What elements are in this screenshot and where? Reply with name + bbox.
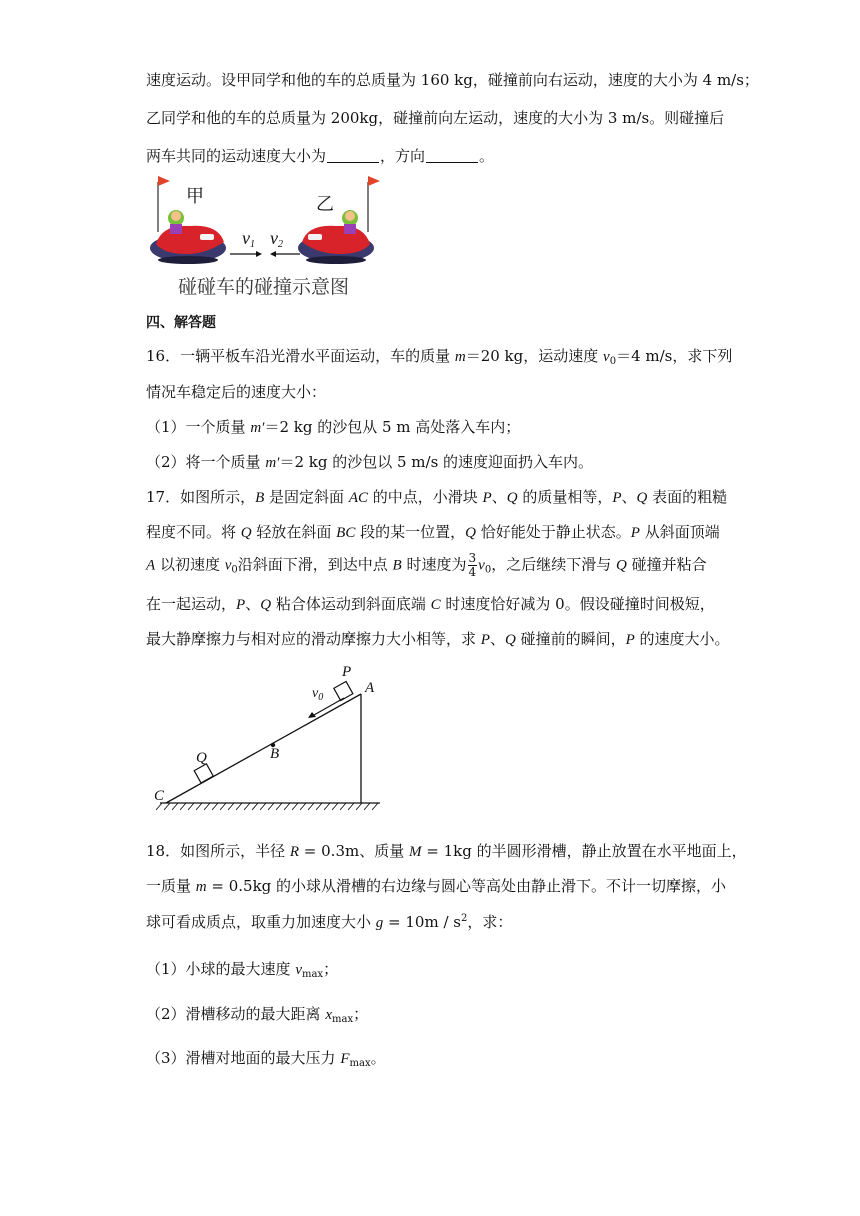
right-bumper-car (298, 210, 374, 264)
answer-blank-speed (327, 161, 379, 163)
q15-text-line-3: 两车共同的运动速度大小为 ，方向 。 (146, 147, 495, 165)
label-c: C (154, 788, 165, 804)
v1-arrow-head (256, 251, 262, 257)
incline-diagram (146, 664, 386, 812)
left-flag (158, 176, 170, 186)
right-flag (368, 176, 380, 186)
q17-text-line-2: 程度不同。将 Q 轻放在斜面 BC 段的某一位置，Q 恰好能处于静止状态。P 从斜面顶端 (146, 523, 720, 541)
fraction-three-quarters: $\frac{3}{4}$ (468, 551, 477, 579)
q17-text-line-5: 最大静摩擦力与相对应的滑动摩擦力大小相等，求 P、Q 碰撞前的瞬间，P 的速度大小。 (146, 630, 730, 648)
incline-figure (146, 664, 386, 812)
q16-part-1: （1）一个质量 m′＝2 kg 的沙包从 5 m 高处落入车内； (146, 418, 521, 436)
label-p: P (342, 664, 352, 680)
left-bumper-car (150, 210, 226, 264)
q18-part-3: （3）滑槽对地面的最大压力 $F_{max}$。 (146, 1049, 386, 1069)
bumper-car-figure (146, 172, 386, 300)
car-left-label: 甲 (186, 186, 204, 207)
v2-label: $v_2$ (270, 228, 283, 250)
block-p (334, 681, 353, 700)
q15-text-line-1: 速度运动。设甲同学和他的车的总质量为 160 kg，碰撞前向右运动，速度的大小为 4 m/s； (146, 71, 759, 89)
q17-text-line-4: 在一起运动，P、Q 粘合体运动到斜面底端 C 时速度恰好减为 0。假设碰撞时间极短， (146, 595, 715, 613)
q16-part-2: （2）将一个质量 m′＝2 kg 的沙包以 5 m/s 的速度迎面扔入车内。 (146, 453, 594, 471)
v1-label: $v_1$ (242, 228, 255, 250)
q18-part-2: （2）滑槽移动的最大距离 $x_{max}$； (146, 1005, 369, 1025)
bumper-figure-caption: 碰碰车的碰撞示意图 (178, 276, 350, 298)
q17-text-line-1: 17．如图所示，B 是固定斜面 AC 的中点，小滑块 P、Q 的质量相等，P、Q 表面的粗糙 (146, 488, 728, 506)
label-v0: $v_0$ (312, 686, 324, 703)
q17-text-line-3: A 以初速度 $v_0$沿斜面下滑，到达中点 B 时速度为 $\frac{3}{4}$ $v_0$，之后继续下滑与 Q 碰撞并粘合 (146, 551, 707, 579)
q18-part-1: （1）小球的最大速度 $v_{max}$； (146, 960, 339, 980)
incline-surface (166, 694, 361, 803)
ground-hatching (156, 803, 378, 810)
label-a: A (365, 680, 375, 696)
q18-text-line-3: 球可看成质点，取重力加速度大小 $g = 10m / s^2$，求： (146, 913, 513, 931)
section-heading: 四、解答题 (146, 315, 216, 331)
car-right-label: 乙 (316, 194, 334, 215)
q18-text-line-1: 18．如图所示，半径 R = 0.3m、质量 M = 1kg 的半圆形滑槽，静止放置在水平地面上， (146, 842, 747, 860)
label-q: Q (196, 750, 207, 766)
answer-blank-direction (426, 161, 478, 163)
v2-arrow-head (270, 251, 276, 257)
label-b: B (270, 746, 280, 762)
q16-text-line-2: 情况车稳定后的速度大小： (146, 383, 327, 401)
q15-text-line-2: 乙同学和他的车的总质量为 200kg，碰撞前向左运动，速度的大小为 3 m/s。则碰撞后 (146, 109, 725, 127)
q18-text-line-2: 一质量 m = 0.5kg 的小球从滑槽的右边缘与圆心等高处由静止滑下。不计一切摩擦，小 (146, 877, 727, 895)
q16-text-line-1: 16．一辆平板车沿光滑水平面运动，车的质量 m＝20 kg，运动速度 $v_0=4$ m/s，求下列 (146, 347, 733, 367)
